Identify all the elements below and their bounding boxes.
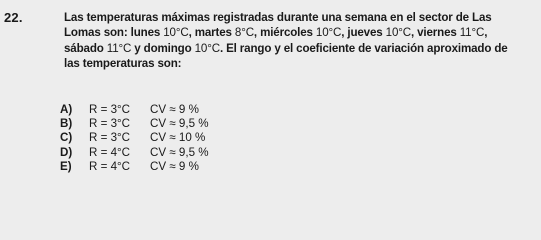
temp-domingo: 10°C bbox=[194, 41, 220, 55]
stem-text: , martes bbox=[188, 26, 235, 40]
stem-line-1: Las temperaturas máximas registradas durante una semana en el sector de Las bbox=[64, 11, 492, 24]
option-letter: C) bbox=[60, 131, 73, 145]
option-cv: CV ≈ 10 % bbox=[150, 131, 206, 145]
stem-text: , viernes bbox=[410, 26, 460, 40]
temp-lunes: 10°C bbox=[163, 26, 189, 40]
option-cv: CV ≈ 9 % bbox=[150, 103, 199, 116]
stem-text: Lomas son: lunes bbox=[64, 26, 164, 40]
option-letter: B) bbox=[60, 117, 73, 131]
temp-miercoles: 10°C bbox=[315, 26, 342, 40]
option-range: R = 3°C bbox=[89, 117, 131, 131]
option-cv: CV ≈ 9,5 % bbox=[150, 117, 209, 131]
stem-line-3 bbox=[64, 41, 540, 56]
option-range: R = 4°C bbox=[89, 159, 131, 173]
option-letter: A) bbox=[60, 103, 73, 116]
question-stem bbox=[64, 10, 540, 72]
temp-jueves: 10°C bbox=[385, 26, 411, 40]
stem-text: y domingo bbox=[131, 41, 195, 55]
question-number: 22. bbox=[4, 10, 23, 25]
stem-text: sábado bbox=[64, 41, 107, 55]
option-letter: D) bbox=[60, 145, 73, 159]
stem-line-2 bbox=[64, 25, 540, 40]
temp-viernes: 11°C bbox=[459, 26, 485, 40]
option-range: R = 3°C bbox=[89, 131, 131, 145]
option-letter: E) bbox=[60, 159, 72, 173]
stem-text: , jueves bbox=[341, 26, 386, 40]
option-cv: CV ≈ 9 % bbox=[150, 159, 199, 173]
stem-line-4: las temperaturas son: bbox=[64, 57, 182, 71]
stem-text: . El rango y el coeficiente de variación aproximado de bbox=[219, 41, 508, 55]
option-cv: CV ≈ 9,5 % bbox=[150, 145, 209, 159]
option-range: R = 4°C bbox=[89, 145, 131, 159]
stem-text: , bbox=[484, 26, 488, 40]
temp-sabado: 11°C bbox=[106, 41, 132, 55]
option-range: R = 3°C bbox=[89, 103, 131, 116]
stem-text: , miércoles bbox=[253, 26, 316, 40]
temp-martes: 8°C bbox=[234, 26, 254, 40]
